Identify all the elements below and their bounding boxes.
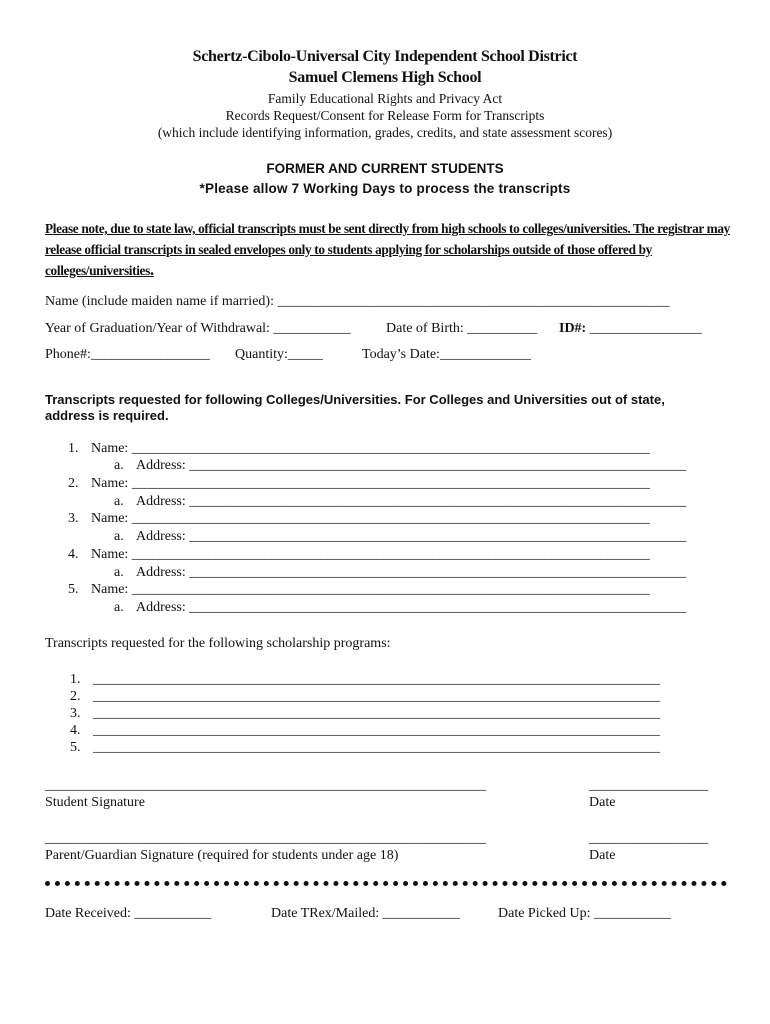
student-id-field[interactable]: ID#: ________________: [559, 321, 702, 336]
address-letter: a.: [114, 529, 124, 544]
colleges-heading-line-2: address is required.: [45, 408, 169, 423]
colleges-heading-line-1: Transcripts requested for following Colleges/Universities. For Colleges and Universities out of state,: [45, 392, 665, 407]
scholarship-number: 2.: [70, 689, 81, 704]
parent-date-label: Date: [589, 848, 616, 863]
scholarship-number: 3.: [70, 706, 81, 721]
scholarship-field[interactable]: _________________________________________________________________________________: [93, 689, 660, 704]
audience-heading: FORMER AND CURRENT STUDENTS: [266, 161, 504, 176]
date-picked-up-field[interactable]: Date Picked Up: ___________: [498, 906, 672, 921]
district-title: Schertz-Cibolo-Universal City Independent School District: [192, 48, 578, 65]
office-use-divider: [45, 881, 727, 886]
address-letter: a.: [114, 565, 124, 580]
college-address-field[interactable]: Address: _______________________________________________________________________: [136, 565, 687, 580]
college-name-field[interactable]: Name: __________________________________________________________________________: [91, 547, 650, 562]
scholarship-number: 4.: [70, 723, 81, 738]
parent-signature-line[interactable]: _______________________________________________________________: [45, 831, 486, 846]
student-date-line[interactable]: _________________: [589, 778, 708, 793]
college-number: 4.: [68, 547, 79, 562]
quantity-field[interactable]: Quantity:_____: [235, 347, 323, 362]
id-label: ID#:: [559, 321, 587, 336]
processing-notice: *Please allow 7 Working Days to process the transcripts: [199, 181, 571, 196]
student-signature-line[interactable]: _______________________________________________________________: [45, 778, 486, 793]
student-date-label: Date: [589, 795, 616, 810]
form-note: (which include identifying information, grades, credits, and state assessment scores): [157, 125, 613, 140]
date-received-field[interactable]: Date Received: ___________: [45, 906, 212, 921]
graduation-year-field[interactable]: Year of Graduation/Year of Withdrawal: ___________: [45, 321, 351, 336]
parent-date-line[interactable]: _________________: [589, 831, 708, 846]
college-number: 1.: [68, 441, 79, 456]
scholarship-field[interactable]: _________________________________________________________________________________: [93, 706, 660, 721]
college-name-field[interactable]: Name: __________________________________________________________________________: [91, 476, 650, 491]
college-number: 2.: [68, 476, 79, 491]
todays-date-field[interactable]: Today’s Date:_____________: [362, 347, 531, 362]
address-letter: a.: [114, 600, 124, 615]
college-address-field[interactable]: Address: _______________________________________________________________________: [136, 600, 687, 615]
name-field[interactable]: Name (include maiden name if married): ________________________________________________________: [45, 294, 670, 309]
act-title: Family Educational Rights and Privacy Act: [267, 91, 503, 106]
scholarship-field[interactable]: _________________________________________________________________________________: [93, 723, 660, 738]
scholarship-field[interactable]: _________________________________________________________________________________: [93, 672, 660, 687]
college-name-field[interactable]: Name: __________________________________________________________________________: [91, 511, 650, 526]
address-letter: a.: [114, 458, 124, 473]
student-signature-label: Student Signature: [45, 795, 145, 810]
college-number: 3.: [68, 511, 79, 526]
address-letter: a.: [114, 494, 124, 509]
legal-notice: Please note, due to state law, official transcripts must be sent directly from high schools to colleges/universities. The registrar may release official transcripts in sealed envelopes only to students applying for scholarships outside of those offered by colleges/universities.: [45, 221, 730, 279]
date-of-birth-field[interactable]: Date of Birth: __________: [386, 321, 538, 336]
scholarship-number: 5.: [70, 740, 81, 755]
college-name-field[interactable]: Name: __________________________________________________________________________: [91, 441, 650, 456]
date-mailed-field[interactable]: Date TRex/Mailed: ___________: [271, 906, 460, 921]
scholarship-field[interactable]: _________________________________________________________________________________: [93, 740, 660, 755]
scholarship-number: 1.: [70, 672, 81, 687]
school-title: Samuel Clemens High School: [288, 69, 482, 86]
scholarships-heading: Transcripts requested for the following scholarship programs:: [45, 636, 391, 651]
college-address-field[interactable]: Address: _______________________________________________________________________: [136, 458, 687, 473]
college-address-field[interactable]: Address: _______________________________________________________________________: [136, 494, 687, 509]
college-number: 5.: [68, 582, 79, 597]
college-address-field[interactable]: Address: _______________________________________________________________________: [136, 529, 687, 544]
college-name-field[interactable]: Name: __________________________________________________________________________: [91, 582, 650, 597]
parent-signature-label: Parent/Guardian Signature (required for students under age 18): [45, 848, 399, 863]
form-title: Records Request/Consent for Release Form for Transcripts: [225, 108, 545, 123]
phone-field[interactable]: Phone#:_________________: [45, 347, 210, 362]
